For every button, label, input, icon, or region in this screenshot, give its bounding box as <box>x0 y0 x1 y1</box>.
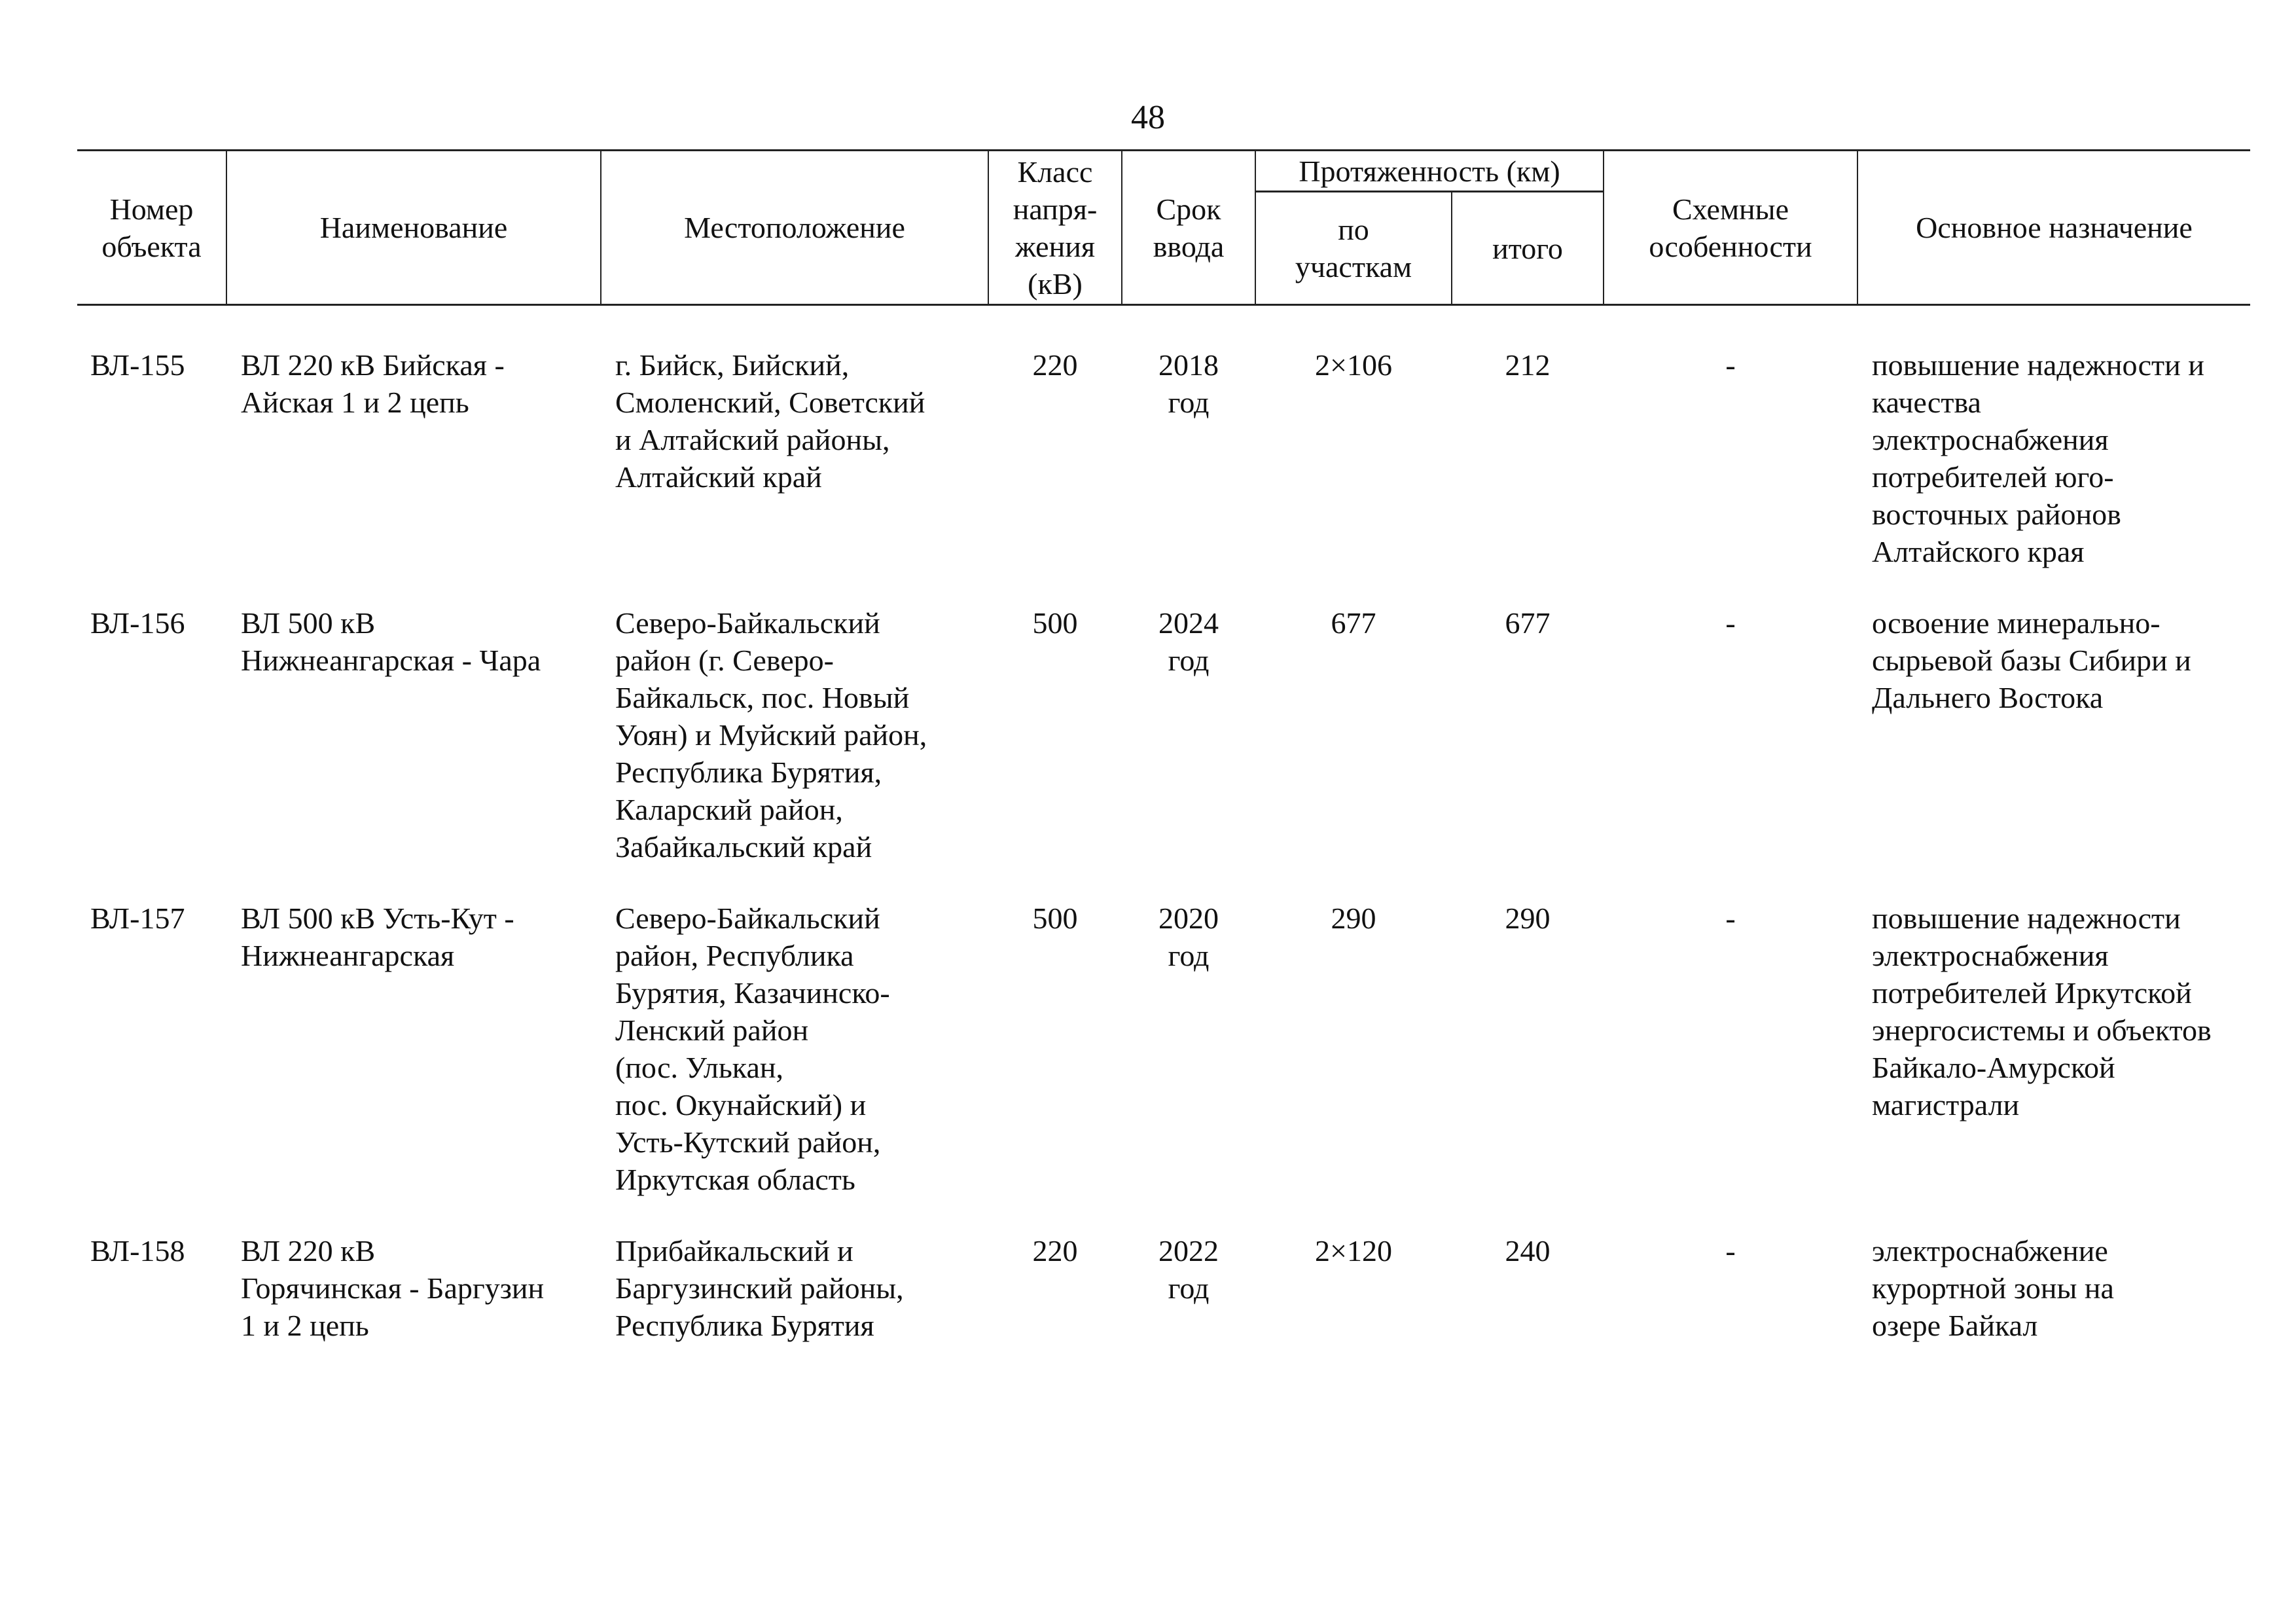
cell-purpose: электроснабжение курортной зоны на озере Байкал <box>1872 1234 2114 1342</box>
cell-scheme-features: - <box>1725 902 1736 935</box>
cell-object-number: ВЛ-158 <box>90 1234 185 1267</box>
header-length-total: итого <box>1452 192 1604 305</box>
cell-commissioning: 2024 год <box>1158 606 1219 677</box>
cell-purpose: повышение надежности электроснабжения потребителей Иркутской энергосистемы и объектов Байкало-Амурской магистрали <box>1872 902 2212 1122</box>
cell-object-number: ВЛ-157 <box>90 902 185 935</box>
cell-length-by-sections: 2×106 <box>1315 348 1392 382</box>
table-header <box>77 151 2250 305</box>
cell-location: Северо-Байкальский район (г. Северо- Байкальск, пос. Новый Уоян) и Муйский район, Республика Бурятия, Каларский район, Забайкальский край <box>615 606 927 864</box>
cell-location: Северо-Байкальский район, Республика Бурятия, Казачинско- Ленский район (пос. Улькан, пос. Окунайский) и Усть-Кутский район, Иркутская область <box>615 902 890 1196</box>
cell-object-number: ВЛ-155 <box>90 348 185 382</box>
cell-length-total: 677 <box>1505 606 1551 640</box>
table-body <box>77 305 2250 1345</box>
table-row <box>77 305 2250 571</box>
cell-length-total: 290 <box>1505 902 1551 935</box>
header-purpose: Основное назначение <box>1857 151 2250 305</box>
cell-scheme-features: - <box>1725 348 1736 382</box>
cell-length-total: 212 <box>1505 348 1551 382</box>
cell-commissioning: 2018 год <box>1158 348 1219 419</box>
cell-scheme-features: - <box>1725 606 1736 640</box>
cell-length-by-sections: 677 <box>1331 606 1376 640</box>
cell-voltage: 500 <box>1032 606 1078 640</box>
header-commissioning: Срок ввода <box>1122 151 1255 305</box>
header-length-by-sections: по участкам <box>1255 192 1452 305</box>
cell-voltage: 220 <box>1032 348 1078 382</box>
cell-voltage: 220 <box>1032 1234 1078 1267</box>
cell-scheme-features: - <box>1725 1234 1736 1267</box>
table-row <box>77 866 2250 1198</box>
cell-commissioning: 2022 год <box>1158 1234 1219 1305</box>
header-name: Наименование <box>226 151 601 305</box>
objects-table <box>77 149 2250 1344</box>
cell-location: Прибайкальский и Баргузинский районы, Республика Бурятия <box>615 1234 904 1342</box>
table-row <box>77 570 2250 866</box>
table-row <box>77 1198 2250 1344</box>
cell-length-by-sections: 2×120 <box>1315 1234 1392 1267</box>
cell-purpose: освоение минерально- сырьевой базы Сибири и Дальнего Востока <box>1872 606 2191 714</box>
page-number: 48 <box>1131 99 1165 136</box>
cell-object-number: ВЛ-156 <box>90 606 185 640</box>
header-object-number: Номер объекта <box>77 151 226 305</box>
header-length: Протяженность (км) <box>1255 151 1604 192</box>
cell-commissioning: 2020 год <box>1158 902 1219 972</box>
cell-purpose: повышение надежности и качества электроснабжения потребителей юго- восточных районов Алтайского края <box>1872 348 2204 568</box>
cell-location: г. Бийск, Бийский, Смоленский, Советский и Алтайский районы, Алтайский край <box>615 348 925 494</box>
cell-name: ВЛ 500 кВ Нижнеангарская - Чара <box>241 606 541 677</box>
header-location: Местоположение <box>601 151 988 305</box>
cell-name: ВЛ 220 кВ Бийская - Айская 1 и 2 цепь <box>241 348 505 419</box>
header-scheme-features: Схемные особенности <box>1604 151 1857 305</box>
cell-length-by-sections: 290 <box>1331 902 1376 935</box>
header-voltage-class: Класс напря- жения (кВ) <box>988 151 1122 305</box>
cell-name: ВЛ 500 кВ Усть-Кут - Нижнеангарская <box>241 902 514 972</box>
cell-voltage: 500 <box>1032 902 1078 935</box>
cell-name: ВЛ 220 кВ Горячинская - Баргузин 1 и 2 цепь <box>241 1234 545 1342</box>
cell-length-total: 240 <box>1505 1234 1551 1267</box>
